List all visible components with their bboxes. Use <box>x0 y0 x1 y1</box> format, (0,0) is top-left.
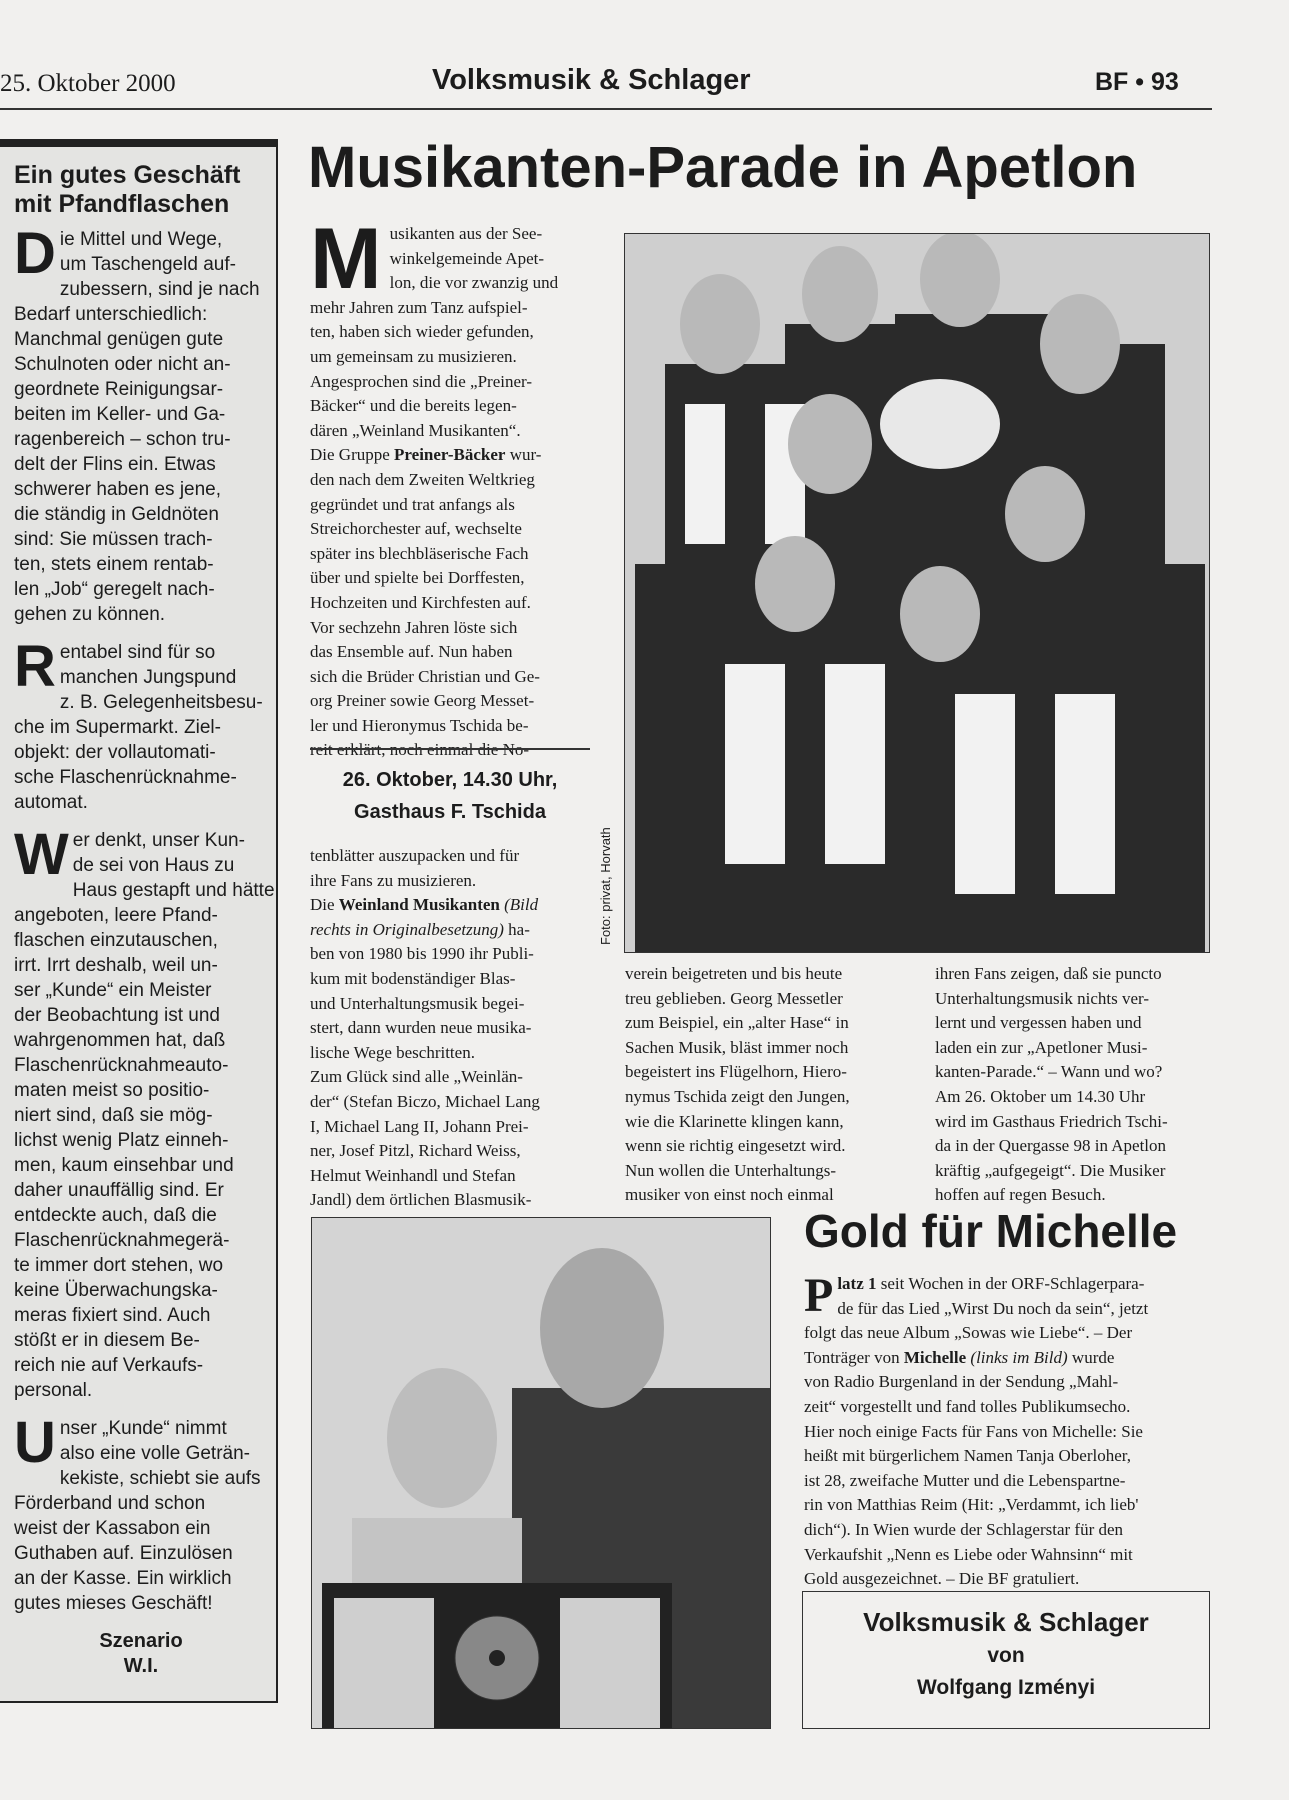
article-column-3: ihren Fans zeigen, daß sie puncto Unterhaltungsmusik nichts ver- lernt und vergessen haben und laden ein zur „Apetloner Musi- kanten-Parade.“ – Wann und wo? Am 26. Oktober um 14.30 Uhr wird im Gasthaus Friedrich Tschi- da in der Quergasse 98 in Apetlon kräftig „aufgegeigt“. Die Musiker hoffen auf regen Besuch. <box>935 964 1168 1205</box>
band-photo-image <box>625 234 1210 953</box>
sidebar-paragraph <box>14 634 268 815</box>
text: usikanten aus der See- winkelgemeinde Apet- lon, die vor zwanzig und mehr Jahren zum Tanz aufspiel- ten, haben sich wieder gefunden, um gemeinsam zu musizieren. Angesprochen sind die „Preiner- Bäcker“ und die bereits legen- dären „Weinland Musikanten“. Die Gruppe <box>310 224 559 465</box>
drop-cap: M <box>310 211 382 307</box>
italic-text: (Bild rechts in Originalbesetzung) <box>310 895 539 939</box>
page-number: BF • 93 <box>1095 68 1179 96</box>
gold-headline: Gold für Michelle <box>804 1205 1178 1257</box>
paragraph-text: ie Mittel und Wege, um Taschengeld auf- zubessern, sind je nach Bedarf unterschiedlich: Manchmal genügen gute Schulnoten oder nicht an- geordnete Reinigungsar- beiten im Keller- und Ga- ragenbereich – schon tru- delt der Flins ein. Etwas schwerer haben es jene, die ständig in Geldnöten sind: Sie müssen trach- ten, stets einem rentab- len „Job“ geregelt nach- gehen zu können. <box>14 229 260 625</box>
paragraph-text: entabel sind für so manchen Jungspund z. B. Gelegenheitsbesu- che im Supermarkt. Ziel- objekt: der vollautomati- sche Flaschenrücknahme- automat. <box>14 642 263 813</box>
article-column-1-continued <box>310 844 592 1213</box>
article-column-2: verein beigetreten und bis heute treu geblieben. Georg Messetler zum Beispiel, ein „alter Hase“ in Sachen Musik, bläst immer noch begeistert ins Flügelhorn, Hiero- nymus Tschida zeigt den Jungen, wie die Klarinette klingen kann, wenn sie richtig eingesetzt wird. Nun wollen die Unterhaltungs- musiker von einst noch einmal <box>625 964 850 1205</box>
sidebar-paragraph <box>14 822 275 1403</box>
michelle-photo-image <box>312 1218 771 1729</box>
drop-cap: P <box>804 1269 834 1322</box>
event-date: 26. Oktober, 14.30 Uhr, <box>342 769 558 791</box>
bold-text: Michelle <box>903 1347 967 1367</box>
section-title: Volksmusik & Schlager <box>432 64 751 96</box>
sidebar-title: Ein gutes Geschäft mit Pfandflaschen <box>14 161 241 218</box>
event-venue: Gasthaus F. Tschida <box>354 801 546 823</box>
issue-date: 25. Oktober 2000 <box>0 70 176 97</box>
band-photo <box>624 233 1210 953</box>
paragraph-text: nser „Kunde“ nimmt also eine volle Geträn- kekiste, schiebt sie aufs Förderband und schon weist der Kassabon ein Guthaben auf. Einzulösen an der Kasse. Ein wirklich gutes mieses Geschäft! <box>14 1418 261 1614</box>
event-date-box <box>310 748 590 828</box>
sidebar-paragraph <box>14 221 268 627</box>
text: wurde von Radio Burgenland in der Sendung „Mahl- zeit“ vorgestellt und fand tolles Publikumsecho. Hier noch einige Facts für Fans von Michelle: Sie heißt mit bürgerlichem Namen Tanja Oberloher, ist 28, zweifache Mutter und die Lebenspartne- rin von Matthias Reim (Hit: „Verdammt, ich lieb' dich“). In Wien wurde der Schlagerstar für den Verkaufshit „Nenn es Liebe oder Wahnsinn“ mit Gold ausgezeichnet. – Die BF gratuliert. <box>804 1347 1143 1589</box>
drop-cap: R <box>14 634 56 699</box>
bold-text: Preiner-Bäcker <box>394 445 506 465</box>
michelle-photo <box>311 1217 771 1729</box>
article-column-1 <box>310 211 592 763</box>
column-info-box <box>802 1591 1210 1729</box>
gold-article-text <box>804 1269 1211 1592</box>
paragraph-text: er denkt, unser Kun- de sei von Haus zu Haus gestapft und hätte angeboten, leere Pfand- flaschen einzutauschen, irrt. Irrt deshalb, weil un- ser „Kunde“ ein Meister der Beobachtung ist und wahrgenommen hat, daß Flaschenrücknahmeauto- maten meist so positio- niert sind, daß sie mög- lichst wenig Platz einneh- men, kaum einsehbar und daher unauffällig sind. Er entdeckte auch, daß die Flaschenrücknahmegerä- te immer dort stehen, wo keine Überwachungska- meras fixiert sind. Auch stößt er in diesem Be- reich nie auf Verkaufs- personal. <box>14 830 275 1401</box>
info-box-author: Wolfgang Izményi <box>916 1676 1096 1699</box>
drop-cap: U <box>14 1410 56 1475</box>
sidebar-column <box>0 139 278 1703</box>
bold-text: latz 1 <box>837 1274 877 1293</box>
info-box-by: von <box>987 1644 1025 1667</box>
drop-cap: W <box>14 822 69 887</box>
text: tenblätter auszupacken und für ihre Fans zu musizieren. Die <box>310 846 520 915</box>
sidebar-paragraph <box>14 1410 268 1616</box>
text: wur- den nach dem Zweiten Weltkrieg gegründet und trat anfangs als Streichorchester auf, wechselte später ins blechbläserische Fach über und spielte bei Dorffesten, Hochzeiten und Kirchfesten auf. Vor sechzehn Jahren löste sich das Ensemble auf. Nun haben sich die Brüder Christian und Ge- org Preiner sowie Georg Messet- ler und Hieronymus Tschida be- reit erklärt, noch einmal die No- <box>310 445 542 760</box>
text: ha- ben von 1980 bis 1990 ihr Publi- kum mit bodenständiger Blas- und Unterhaltungsmusik begei- stert, dann wurden neue musika- lische Wege beschritten. Zum Glück sind alle „Weinlän- der“ (Stefan Biczo, Michael Lang I, Michael Lang II, Johann Prei- ner, Josef Pitzl, Richard Weiss, Helmut Weinhandl und Stefan Jandl) dem örtlichen Blasmusik- <box>310 919 540 1210</box>
drop-cap: D <box>14 221 56 286</box>
photo-credit: Foto: privat, Horvath <box>598 827 613 945</box>
sidebar-signature: Szenario W.I. <box>99 1630 183 1677</box>
header-rule <box>0 108 1212 110</box>
italic-text: (links im Bild) <box>966 1347 1068 1367</box>
article-headline: Musikanten-Parade in Apetlon <box>308 135 1138 200</box>
text: seit Wochen in der ORF-Schlagerpara- de für das Lied „Wirst Du noch da sein“, jetzt folgt das neue Album „Sowas wie Liebe“. – Der Tonträger von <box>804 1274 1149 1367</box>
bold-text: Weinland Musikanten <box>338 895 500 915</box>
info-box-title: Volksmusik & Schlager <box>863 1607 1149 1637</box>
